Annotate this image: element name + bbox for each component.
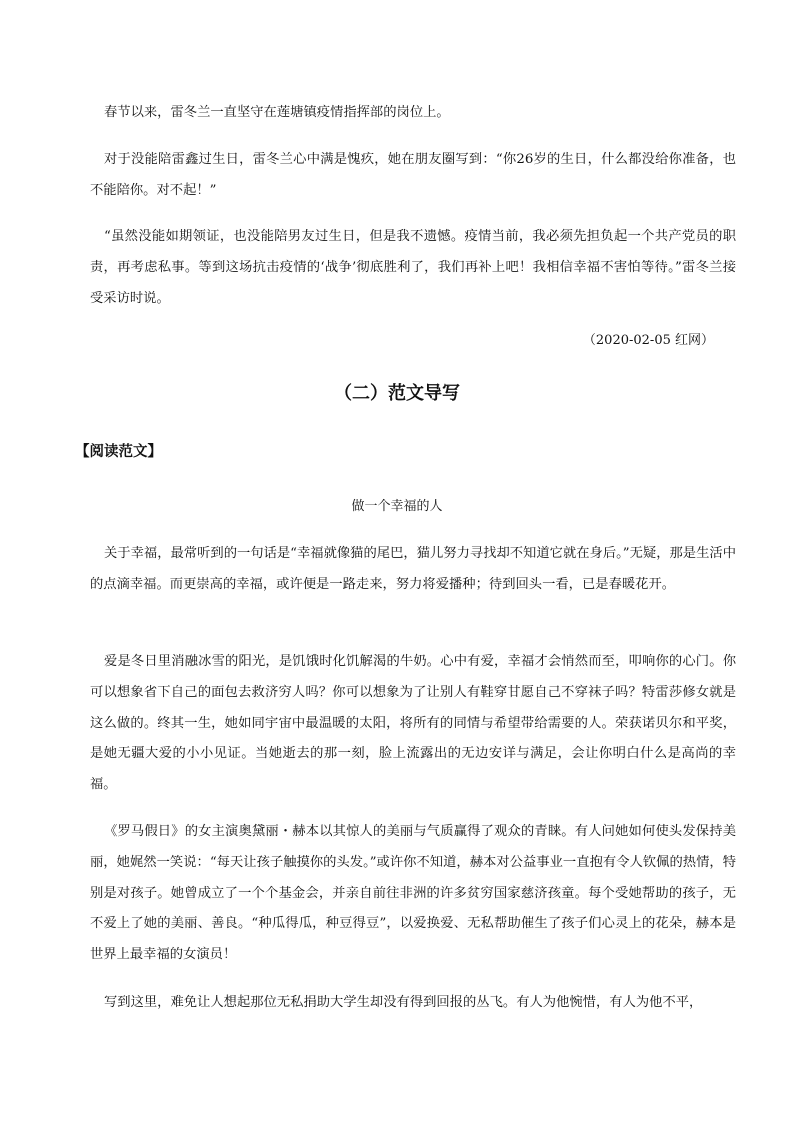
paragraph: “虽然没能如期领证，也没能陪男友过生日，但是我不遗憾。疫情当前，我必须先担负起一个共产党员的职责，再考虑私事。等到这场抗击疫情的‘战争’彻底胜利了，我们再补上吧！我相信幸福不害怕等待。”雷冬兰接受采访时说。 (90, 229, 736, 306)
paragraph: 对于没能陪雷鑫过生日，雷冬兰心中满是愧疚，她在朋友圈写到：“你26岁的生日，什么都没给你准备，也不能陪你。对不起！” (90, 152, 736, 198)
essay-paragraph: 关于幸福，最常听到的一句话是“幸福就像猫的尾巴，猫儿努力寻找却不知道它就在身后。”无疑，那是生活中的点滴幸福。而更崇高的幸福，或许便是一路走来，努力将爱播种；待到回头一看，已是春暖花开。 (90, 546, 736, 592)
essay-paragraph: 写到这里，难免让人想起那位无私捐助大学生却没有得到回报的丛飞。有人为他惋惜，有人为他不平， (104, 995, 703, 1010)
essay-paragraph: 《罗马假日》的女主演奥黛丽・赫本以其惊人的美丽与气质赢得了观众的青睐。有人问她如何使头发保持美丽，她娓然一笑说：“每天让孩子触摸你的头发。”或许你不知道，赫本对公益事业一直抱有令人钦佩的热情，特别是对孩子。她曾成立了一个个基金会，并亲自前往非洲的许多贫穷国家慈济孩童。每个受她帮助的孩子，无不爱上了她的美丽、善良。“种瓜得瓜，种豆得豆”，以爱换爱、无私帮助催生了孩子们心灵上的花朵，赫本是世界上最幸福的女演员！ (90, 824, 736, 963)
source-citation: （2020-02-05 红网） (582, 333, 714, 348)
section-label: 【阅读范文】 (75, 444, 162, 460)
paragraph: 春节以来，雷冬兰一直坚守在莲塘镇疫情指挥部的岗位上。 (104, 105, 450, 120)
essay-paragraph: 爱是冬日里消融冰雪的阳光，是饥饿时化饥解渴的牛奶。心中有爱，幸福才会悄然而至，叩响你的心门。你可以想象省下自己的面包去救济穷人吗？你可以想象为了让别人有鞋穿甘愿自己不穿袜子吗？特雷莎修女就是这么做的。终其一生，她如同宇宙中最温暖的太阳，将所有的同情与希望带给需要的人。荣获诺贝尔和平奖，是她无疆大爱的小小见证。当她逝去的那一刻，脸上流露出的无边安详与满足，会让你明白什么是高尚的幸福。 (90, 654, 736, 793)
section-title: （二）范文导写 (334, 383, 460, 404)
essay-title: 做一个幸福的人 (351, 499, 443, 514)
